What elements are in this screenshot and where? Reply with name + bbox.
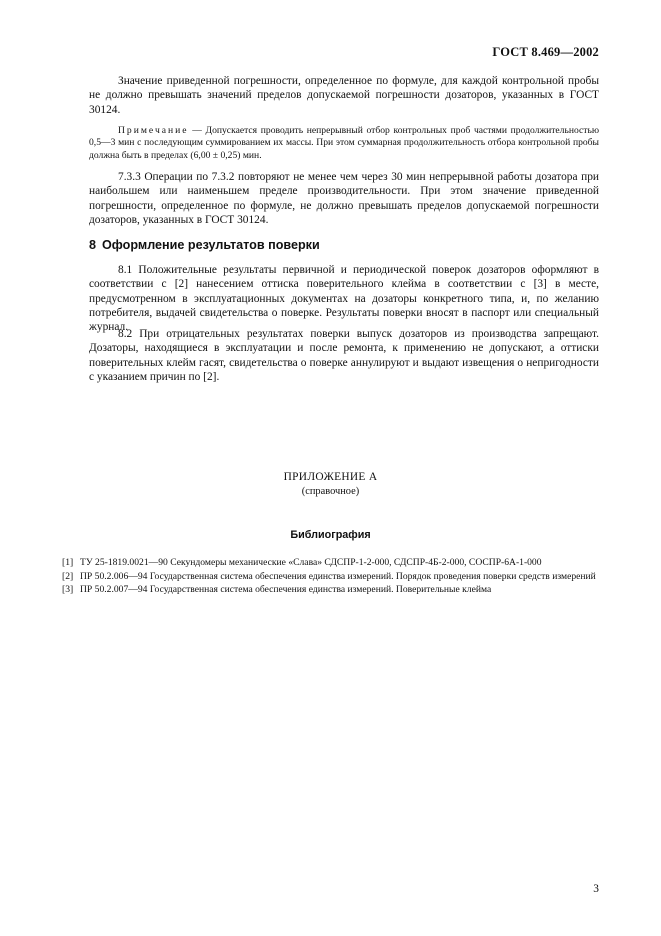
note-label: Примечание [118, 125, 189, 136]
list-item [62, 584, 599, 596]
paragraph-text: 7.3.3 Операции по 7.3.2 повторяют не менее чем через 30 мин непрерывной работы дозатора при наибольшем или наименьшем пределе производительности. При этом значение приведенной погрешности, определенное по формуле, не должно превышать пределов допускаемой погрешности дозаторов, указанных в ГОСТ 30124. [89, 171, 599, 226]
paragraph-text: 8.1 Положительные результаты первичной и периодической поверок дозаторов оформляют в соответствии с [2] нанесением оттиска поверительного клейма в соответствии с [3] в месте, предусмотренном в эксплуатационных документах на дозаторы конкретного типа, и, по желанию потребителя, выдачей свидетельства о поверке. Результаты поверки вносят в паспорт или специальный журнал. [89, 264, 599, 334]
section-heading [89, 238, 320, 252]
paragraph-8-1 [89, 263, 599, 334]
paragraph-text: 8.2 При отрицательных результатах поверки выпуск дозаторов из производства запрещают. Дозаторы, находящиеся в эксплуатации и после ремонта, к применению не допускают, а оттиски поверительных клейм гасят, свидетельства о поверке аннулируют и выдают извещения о непригодности с указанием причин по [2]. [89, 328, 599, 383]
reference-number: [2] [62, 570, 74, 582]
note-text: — Допускается проводить непрерывный отбор контрольных проб частями продолжительностью 0,5—3 мин с последующим суммированием их массы. При этом суммарная продолжительность отбора контрольной пробы должна быть в пределах (6,00 ± 0,25) мин. [89, 125, 599, 161]
reference-text: ПР 50.2.006—94 Государственная система обеспечения единства измерений. Порядок проведения поверки средств измерений [80, 570, 596, 582]
document-header: ГОСТ 8.469—2002 [492, 45, 599, 59]
page-number: 3 [593, 883, 599, 895]
reference-text: ТУ 25-1819.0021—90 Секундомеры механические «Слава» СДСПР-1-2-000, СДСПР-4Б-2-000, СОСПР-6А-1-000 [80, 557, 542, 568]
list-item [62, 557, 599, 569]
paragraph-text: Значение приведенной погрешности, определенное по формуле, для каждой контрольной пробы не должно превышать значений пределов допускаемой погрешности дозаторов, указанных в ГОСТ 30124. [89, 75, 599, 116]
paragraph-formula-error [89, 74, 599, 117]
reference-number: [1] [62, 557, 74, 568]
paragraph-7-3-3 [89, 170, 599, 227]
reference-text: ПР 50.2.007—94 Государственная система обеспечения единства измерений. Поверительные клейма [80, 584, 492, 596]
list-item [62, 571, 599, 583]
section-title: Оформление результатов поверки [102, 238, 320, 252]
paragraph-8-2 [89, 327, 599, 384]
bibliography-list [62, 557, 599, 598]
note-block [89, 125, 599, 162]
reference-number: [3] [62, 584, 74, 596]
appendix-subtitle: (справочное) [301, 486, 360, 497]
appendix-title: ПРИЛОЖЕНИЕ А [283, 471, 378, 483]
bibliography-title: Библиография [290, 529, 371, 541]
section-number: 8 [89, 238, 97, 252]
